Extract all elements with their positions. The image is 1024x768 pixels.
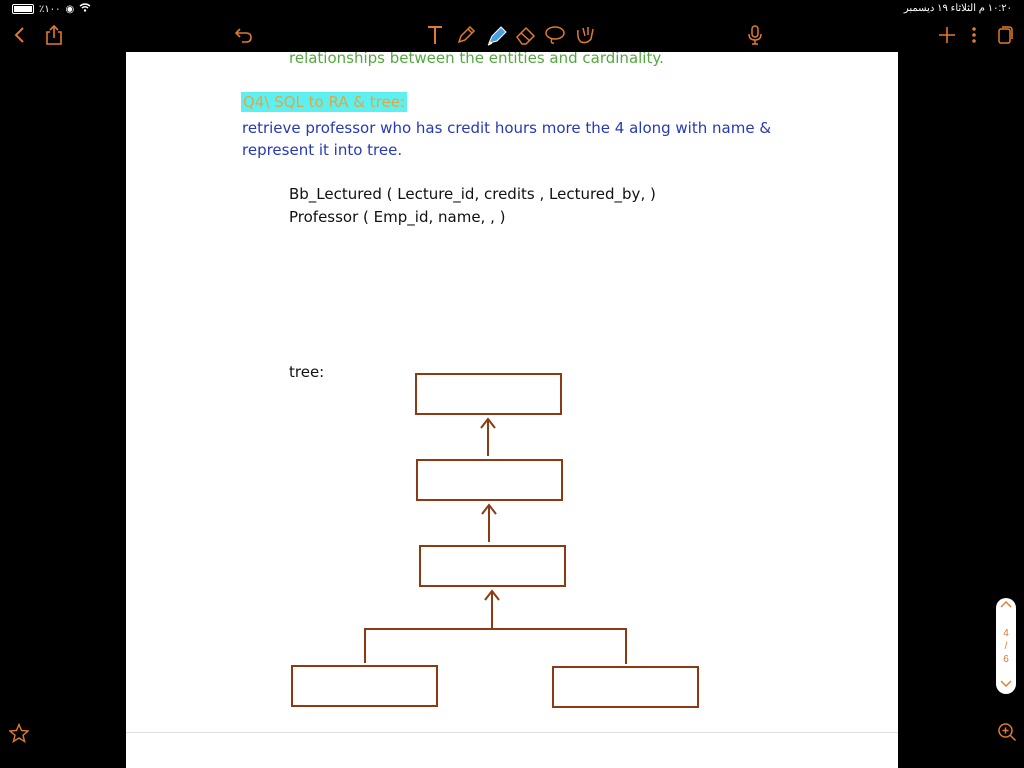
arrow-up-1 [481, 419, 495, 456]
text-tool-icon[interactable] [424, 22, 446, 48]
location-icon: ◉ [65, 3, 75, 15]
battery-level: ٪١٠٠ [39, 3, 61, 15]
question-line-2: represent it into tree. [242, 141, 403, 159]
page-down-icon[interactable] [996, 680, 1016, 691]
status-bar [0, 0, 1024, 18]
page-divider [126, 732, 898, 733]
question-line-1: retrieve professor who has credit hours more the 4 along with name & [242, 119, 772, 137]
pages-icon[interactable] [994, 22, 1016, 48]
zoom-icon[interactable] [997, 722, 1017, 747]
page-total: 6 [1003, 654, 1009, 665]
page-indicator[interactable] [996, 598, 1016, 694]
home-indicator[interactable] [383, 758, 641, 762]
schema-line-2: Professor ( Emp_id, name, , ) [289, 208, 506, 226]
more-icon[interactable] [966, 22, 982, 48]
share-icon[interactable] [42, 22, 66, 48]
highlighter-icon[interactable] [485, 22, 509, 48]
question-heading-text: Q4\ SQL to RA & tree: [243, 93, 405, 111]
page-up-icon[interactable] [996, 600, 1016, 611]
add-page-icon[interactable] [936, 22, 958, 48]
shape-icon[interactable] [573, 22, 597, 48]
line-top: relationships between the entities and cardinality. [289, 52, 664, 67]
page-separator: / [1004, 641, 1008, 652]
wifi-icon [79, 3, 91, 15]
page-current: 4 [1003, 628, 1009, 639]
microphone-icon[interactable] [744, 22, 766, 48]
arrow-up-3 [485, 591, 499, 628]
toolbar [0, 18, 1024, 52]
lasso-icon[interactable] [543, 22, 567, 48]
battery-icon [12, 4, 34, 14]
status-datetime: ١٠:٢٠ م الثلاثاء ١٩ ديسمبر [903, 3, 1012, 14]
document-page[interactable] [126, 52, 898, 768]
status-left [12, 3, 91, 15]
join-branch [365, 629, 626, 664]
pen-icon[interactable] [455, 22, 477, 48]
star-icon[interactable] [9, 723, 29, 748]
arrow-up-2 [482, 505, 496, 542]
eraser-icon[interactable] [514, 22, 538, 48]
tree-connectors [126, 52, 898, 768]
undo-icon[interactable] [232, 22, 256, 48]
schema-line-1: Bb_Lectured ( Lecture_id, credits , Lectured_by, ) [289, 185, 656, 203]
tree-label: tree: [289, 363, 325, 381]
back-icon[interactable] [8, 22, 30, 48]
